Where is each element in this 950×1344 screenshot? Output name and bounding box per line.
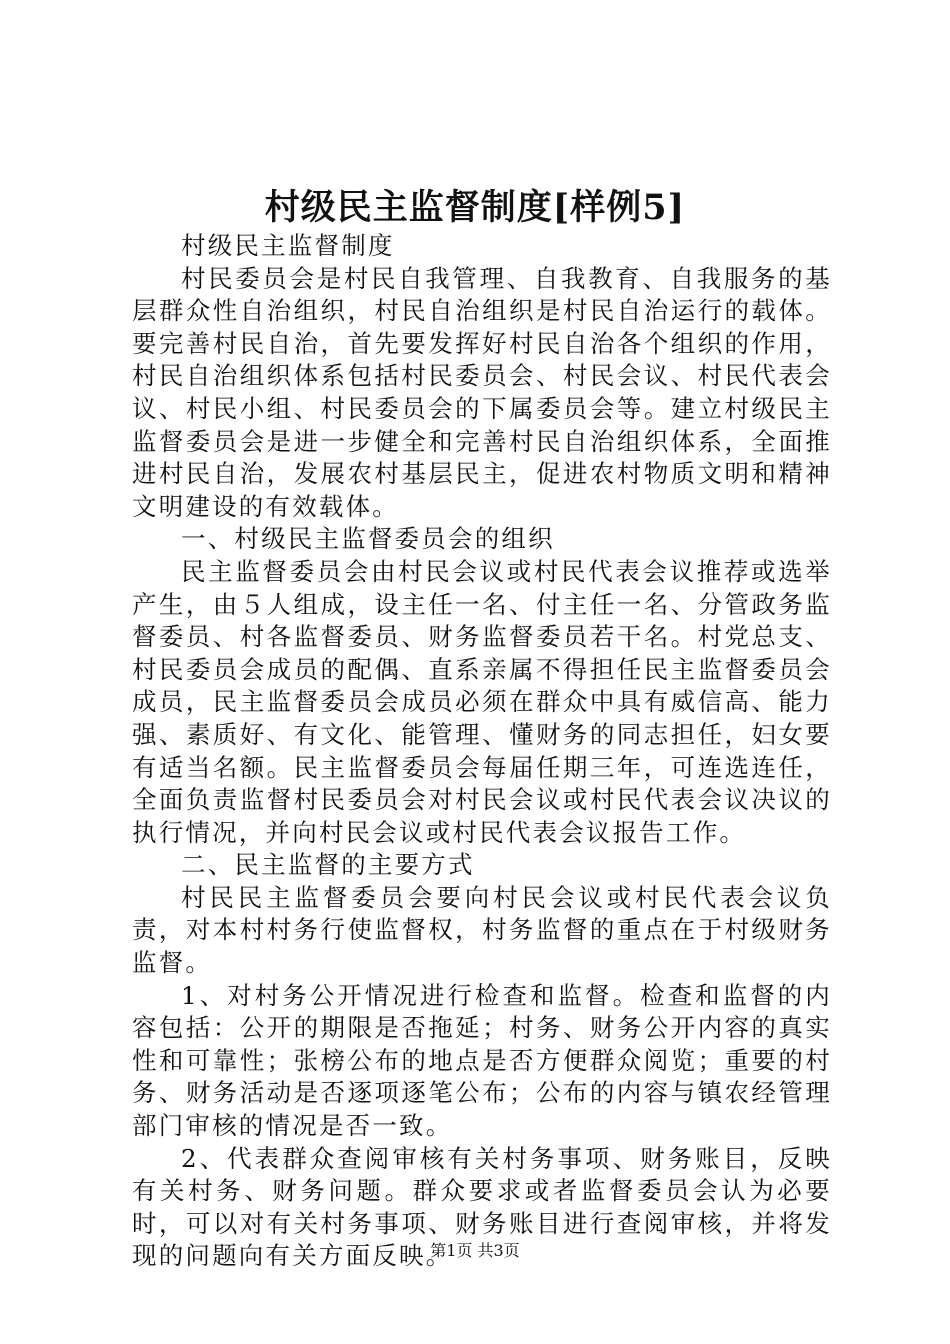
methods-paragraph: 村民民主监督委员会要向村民会议或村民代表会议负责，对本村村务行使监督权，村务监督的重点在于村级财务监督。 xyxy=(132,882,832,978)
section-heading-organization: 一、村级民主监督委员会的组织 xyxy=(181,524,555,554)
section-subtitle: 村级民主监督制度 xyxy=(181,231,395,260)
organization-paragraph: 民主监督委员会由村民会议或村民代表会议推荐或选举产生，由５人组成，设主任一名、付主任一名、分管政务监督委员、村各监督委员、财务监督委员若干名。村党总支、村民委员会成员的配偶、直系亲属不得担任民主监督委员会成员，民主监督委员会成员必须在群众中具有威信高、能力强、素质好、有文化、能管理、懂财务的同志担任，妇女要有适当名额。民主监督委员会每届任期三年，可连选连任，全面负责监督村民委员会对村民会议或村民代表会议决议的执行情况，并向村民会议或村民代表会议报告工作。 xyxy=(132,556,832,847)
section-heading-methods: 二、民主监督的主要方式 xyxy=(181,850,475,880)
page-number-footer: 第1页 共3页 xyxy=(430,1241,520,1260)
document-body xyxy=(132,230,832,1273)
method-item-2: 2、代表群众查阅审核有关村务事项、财务账目，反映有关村务、财务问题。群众要求或者监督委员会认为必要时，可以对有关村务事项、财务账目进行查阅审核，并将发现的问题向有关方面反映。 xyxy=(132,1143,832,1271)
intro-paragraph: 村民委员会是村民自我管理、自我教育、自我服务的基层群众性自治组织，村民自治组织是村民自治运行的载体。要完善村民自治，首先要发挥好村民自治各个组织的作用，村民自治组织体系包括村民委员会、村民会议、村民代表会议、村民小组、村民委员会的下属委员会等。建立村级民主监督委员会是进一步健全和完善村民自治组织体系，全面推进村民自治，发展农村基层民主，促进农村物质文明和精神文明建设的有效载体。 xyxy=(132,263,832,521)
method-item-1: 1、对村务公开情况进行检查和监督。检查和监督的内容包括：公开的期限是否拖延；村务、财务公开内容的真实性和可靠性；张榜公布的地点是否方便群众阅览；重要的村务、财务活动是否逐项逐笔公布；公布的内容与镇农经管理部门审核的情况是否一致。 xyxy=(132,980,832,1141)
document-title: 村级民主监督制度[样例5] xyxy=(264,187,686,228)
